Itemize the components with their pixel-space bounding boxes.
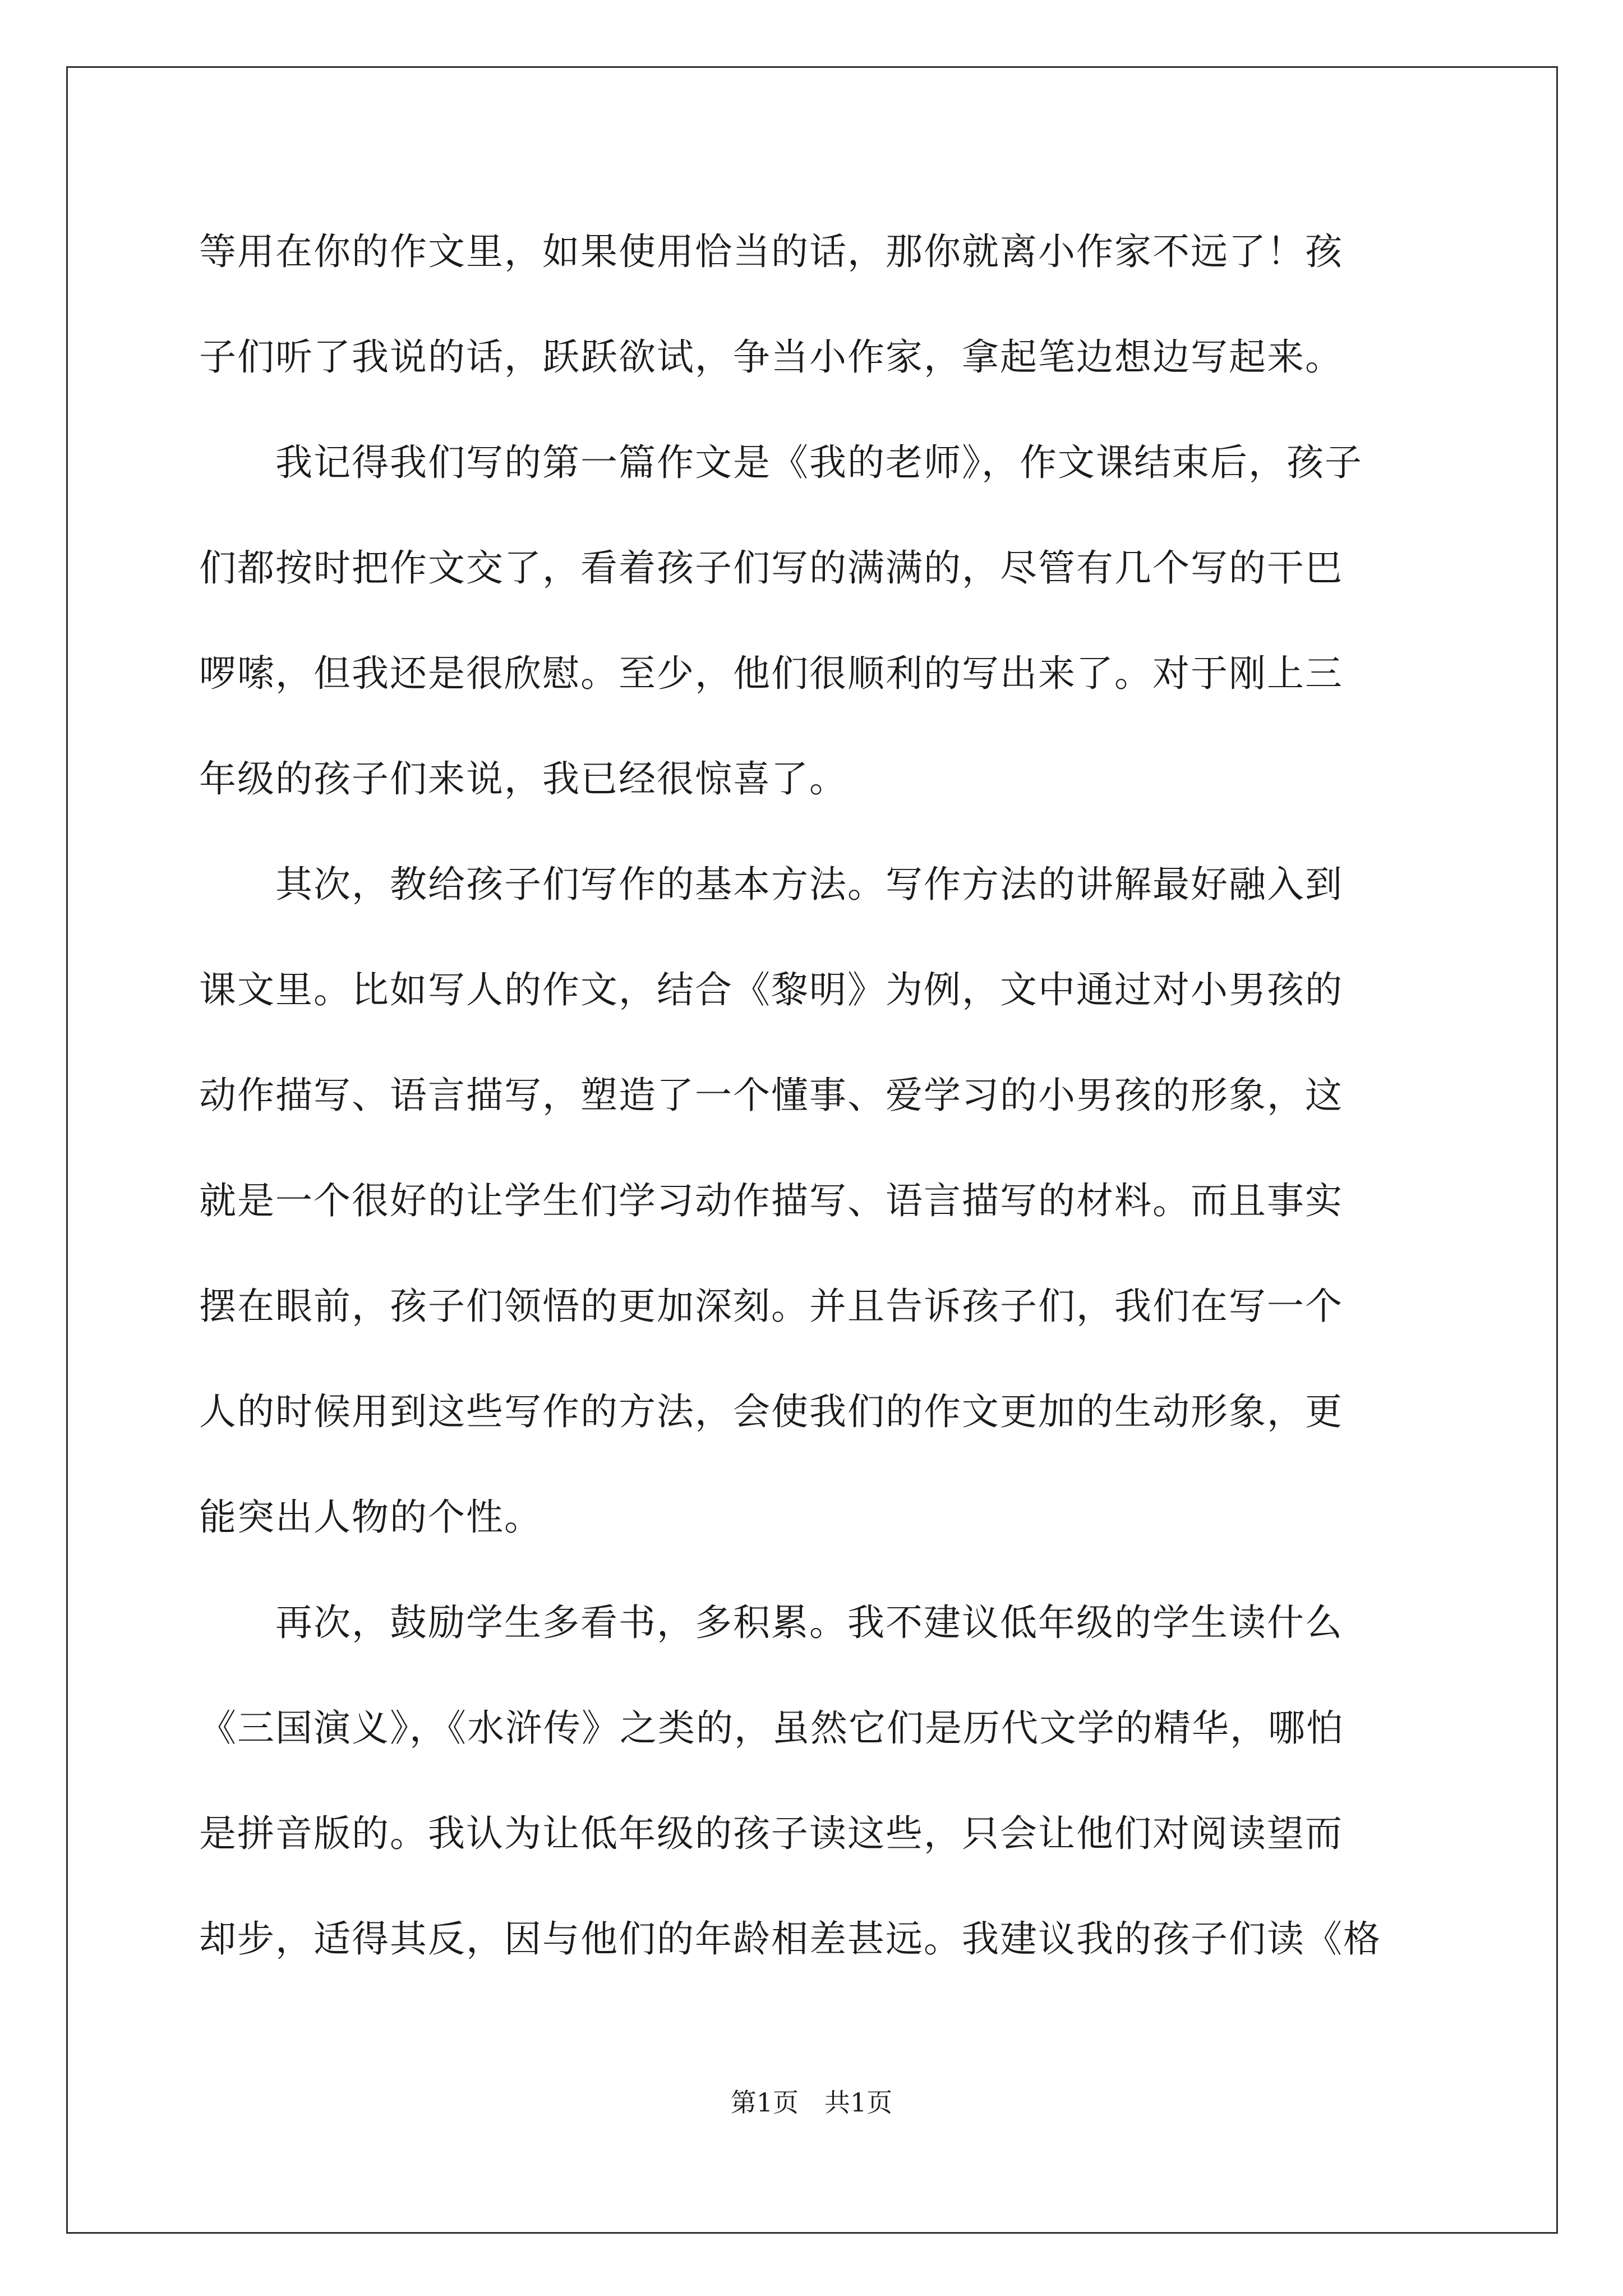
text-line: 们都按时把作文交了，看着孩子们写的满满的，尽管有几个写的干巴 (199, 546, 1343, 590)
text-line: 人的时候用到这些写作的方法，会使我们的作文更加的生动形象，更 (199, 1390, 1343, 1433)
text-line: 啰嗦，但我还是很欣慰。至少，他们很顺利的写出来了。对于刚上三 (199, 652, 1343, 695)
text-line: 等用在你的作文里，如果使用恰当的话，那你就离小作家不远了！孩 (199, 230, 1343, 273)
text-line: 是拼音版的。我认为让低年级的孩子读这些，只会让他们对阅读望而 (199, 1812, 1343, 1855)
text-line: 再次，鼓励学生多看书，多积累。我不建议低年级的学生读什么 (199, 1601, 1343, 1644)
text-line: 课文里。比如写人的作文，结合《黎明》为例，文中通过对小男孩的 (199, 968, 1343, 1011)
text-line: 《三国演义》，《水浒传》之类的，虽然它们是历代文学的精华，哪怕 (199, 1706, 1344, 1750)
text-line: 能突出人物的个性。 (199, 1496, 542, 1539)
text-line: 却步，适得其反，因与他们的年龄相差甚远。我建议我的孩子们读《格 (199, 1917, 1381, 1961)
text-line: 就是一个很好的让学生们学习动作描写、语言描写的材料。而且事实 (199, 1179, 1343, 1222)
text-line: 子们听了我说的话，跃跃欲试，争当小作家，拿起笔边想边写起来。 (199, 335, 1343, 379)
text-line: 年级的孩子们来说，我已经很惊喜了。 (199, 757, 847, 800)
page-number-footer: 第1页 共1页 (730, 2087, 893, 2118)
document-body (199, 199, 1435, 1992)
text-line: 动作描写、语言描写，塑造了一个懂事、爱学习的小男孩的形象，这 (199, 1074, 1343, 1117)
text-line: 摆在眼前，孩子们领悟的更加深刻。并且告诉孩子们，我们在写一个 (199, 1285, 1343, 1328)
text-line: 我记得我们写的第一篇作文是《我的老师》，作文课结束后，孩子 (199, 441, 1363, 484)
text-line: 其次，教给孩子们写作的基本方法。写作方法的讲解最好融入到 (199, 863, 1343, 906)
